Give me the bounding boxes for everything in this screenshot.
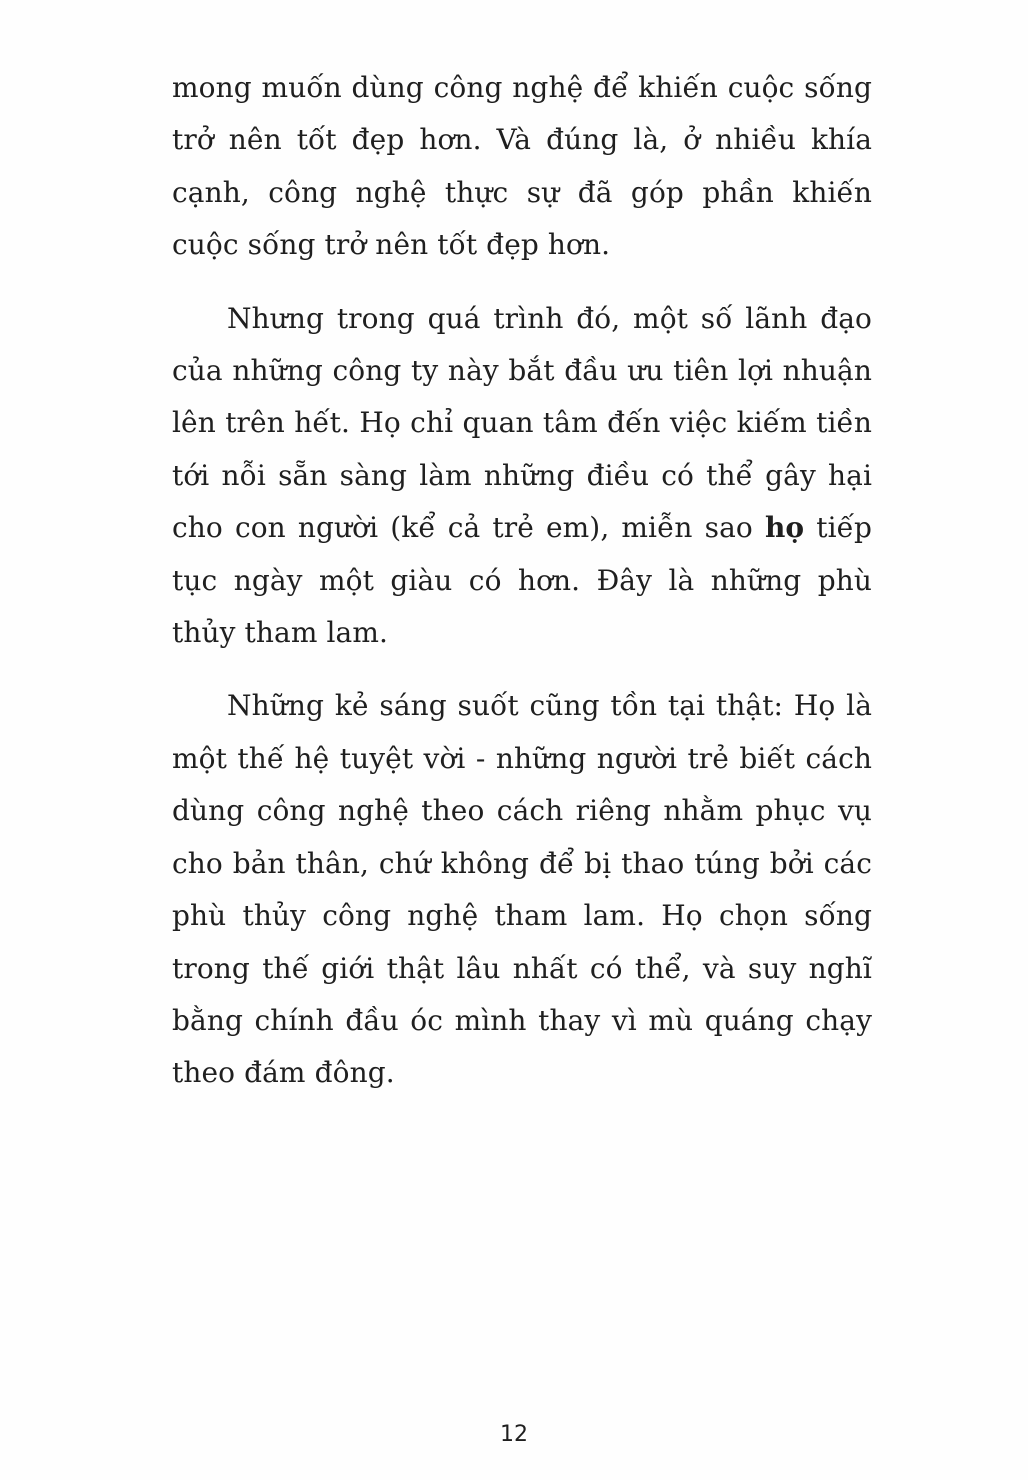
- paragraph-2: [172, 293, 872, 660]
- paragraph-3: [172, 680, 872, 1099]
- paragraph-2-text-before: Nhưng trong quá trình đó, một số lãnh đạo của những công ty này bắt đầu ưu tiên lợi nhuận lên trên hết. Họ chỉ quan tâm đến việc kiếm tiền tới nỗi sẵn sàng làm những điều có thể gây hại cho con người (kể cả trẻ em), miễn sao: [172, 301, 872, 545]
- body-text: [172, 62, 872, 1121]
- paragraph-2-emphasis: họ: [764, 511, 805, 545]
- paragraph-2-text-after: tiếp tục ngày một giàu có hơn. Đây là những phù thủy tham lam.: [172, 511, 873, 650]
- paragraph-1-text: mong muốn dùng công nghệ để khiến cuộc sống trở nên tốt đẹp hơn. Và đúng là, ở nhiều khía cạnh, công nghệ thực sự đã góp phần khiến cuộc sống trở nên tốt đẹp hơn.: [172, 71, 872, 262]
- page-number: 12: [500, 1422, 528, 1447]
- paragraph-3-text: Những kẻ sáng suốt cũng tồn tại thật: Họ là một thế hệ tuyệt vời - những người trẻ biết cách dùng công nghệ theo cách riêng nhằm phục vụ cho bản thân, chứ không để bị thao túng bởi các phù thủy công nghệ tham lam. Họ chọn sống trong thế giới thật lâu nhất có thể, và suy nghĩ bằng chính đầu óc mình thay vì mù quáng chạy theo đám đông.: [172, 689, 872, 1090]
- paragraph-1: [172, 62, 872, 272]
